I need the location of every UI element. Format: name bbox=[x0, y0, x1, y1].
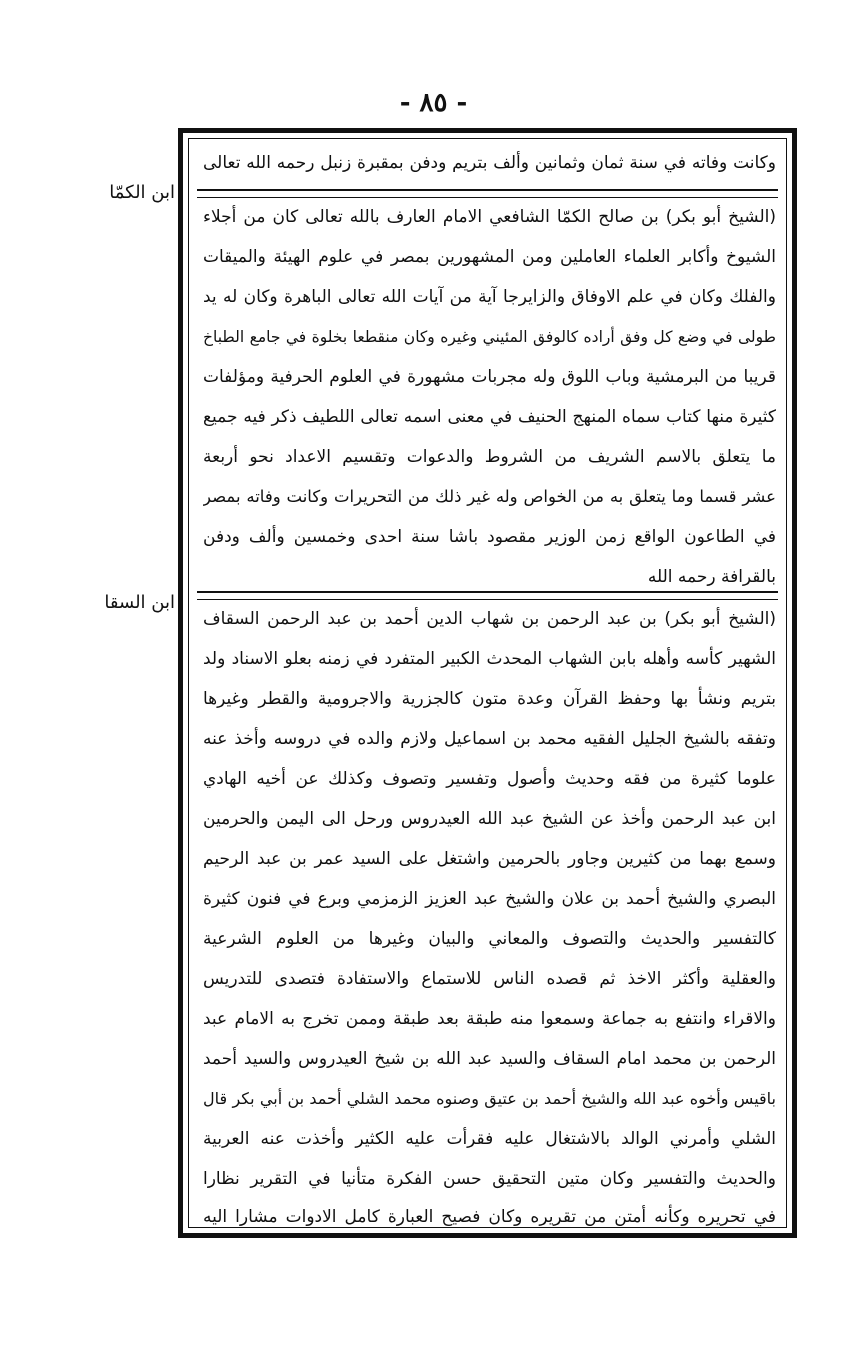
text-line: قريبا من البرمشية وباب اللوق وله مجربات مشهورة في العلوم الحرفية ومؤلفات bbox=[203, 367, 776, 387]
text-line: كثيرة منها كتاب سماه المنهج الحنيف في معنى اسمه تعالى اللطيف ذكر فيه جميع bbox=[203, 407, 776, 427]
text-line: بالقرافة رحمه الله bbox=[647, 567, 776, 587]
text-line: وكانت وفاته في سنة ثمان وثمانين وألف بتريم ودفن بمقبرة زنبل رحمه الله تعالى bbox=[203, 153, 776, 173]
margin-title-ibn-alsaqqa: ابن السقا bbox=[104, 592, 175, 613]
text-line: ما يتعلق بالاسم الشريف من الشروط والدعوات وتقسيم الاعداد نحو أربعة bbox=[203, 447, 776, 467]
text-line: طولى في وضع كل وفق أراده كالوفق المئيني وغيره وكان منقطعا بخلوة في جامع الطباخ bbox=[203, 328, 776, 346]
text-line: الشهير كأسه وأهله بابن الشهاب المحدث الكبير المتفرد في زمنه بعلو الاسناد ولد bbox=[203, 649, 776, 669]
text-line: في الطاعون الواقع زمن الوزير مقصود باشا سنة احدى وخمسين وألف ودفن bbox=[203, 527, 776, 547]
text-line: في تحريره وكأنه أمتن من تقريره وكان فصيح العبارة كامل الادوات مشارا اليه bbox=[203, 1207, 776, 1227]
text-line: والحديث والتفسير وكان متين التحقيق حسن الفكرة متأنيا في التقرير نظارا bbox=[203, 1169, 776, 1189]
text-block bbox=[188, 138, 787, 1228]
text-line: كالتفسير والحديث والتصوف والمعاني والبيان وغيرها من العلوم الشرعية bbox=[203, 929, 776, 949]
text-line: البصري والشيخ أحمد بن علان والشيخ عبد العزيز الزمزمي وبرع في فنون كثيرة bbox=[203, 889, 776, 909]
text-line: والفلك وكان في علم الاوفاق والزايرجا آية من آيات الله تعالى الباهرة وكان له يد bbox=[203, 287, 776, 307]
text-line: علوما كثيرة من فقه وحديث وأصول وتفسير وتصوف وكذلك عن أخيه الهادي bbox=[203, 769, 776, 789]
text-line: عشر قسما وما يتعلق به من الخواص وله غير ذلك من التحريرات وكانت وفاته بمصر bbox=[203, 487, 776, 506]
page-frame bbox=[178, 128, 797, 1238]
margin-title-ibn-alkamma: ابن الكمّا bbox=[109, 182, 175, 203]
page-number: - ٨٥ - bbox=[399, 88, 468, 118]
text-line: بتريم ونشأ بها وحفظ القرآن وعدة متون كالجزرية والاجرومية والقطر وغيرها bbox=[203, 689, 776, 709]
text-line: الشلي وأمرني الوالد بالاشتغال عليه فقرأت عليه الكثير وأخذت عنه العربية bbox=[203, 1129, 776, 1149]
text-line: والعقلية وأكثر الاخذ ثم قصده الناس للاستماع والاستفادة فتصدى للتدريس bbox=[203, 969, 776, 989]
text-line: الشيوخ وأكابر العلماء العاملين ومن المشهورين بمصر في علوم الهيئة والميقات bbox=[203, 247, 776, 267]
text-line: (الشيخ أبو بكر) بن عبد الرحمن بن شهاب الدين أحمد بن عبد الرحمن السقاف bbox=[203, 609, 776, 629]
text-line: وسمع بهما من كثيرين وجاور بالحرمين واشتغل على السيد عمر بن عبد الرحيم bbox=[203, 849, 776, 869]
text-line: والاقراء وانتفع به جماعة وسمعوا منه طبقة بعد طبقة وممن تخرج به الامام عبد bbox=[203, 1009, 776, 1029]
text-line: وتفقه بالشيخ الجليل الفقيه محمد بن اسماعيل ولازم والده في دروسه وأخذ عنه bbox=[203, 729, 776, 749]
text-line: (الشيخ أبو بكر) بن صالح الكمّا الشافعي الامام العارف بالله تعالى كان من أجلاء bbox=[203, 207, 776, 227]
text-line: باقيس وأخوه عبد الله والشيخ أحمد بن عتيق وصنوه محمد الشلي أحمد بن أبي بكر قال bbox=[203, 1089, 776, 1108]
text-line: الرحمن بن محمد امام السقاف والسيد عبد الله بن شيخ العيدروس والسيد أحمد bbox=[203, 1049, 776, 1069]
text-line: ابن عبد الرحمن وأخذ عن الشيخ عبد الله العيدروس ورحل الى اليمن والحرمين bbox=[203, 809, 776, 829]
